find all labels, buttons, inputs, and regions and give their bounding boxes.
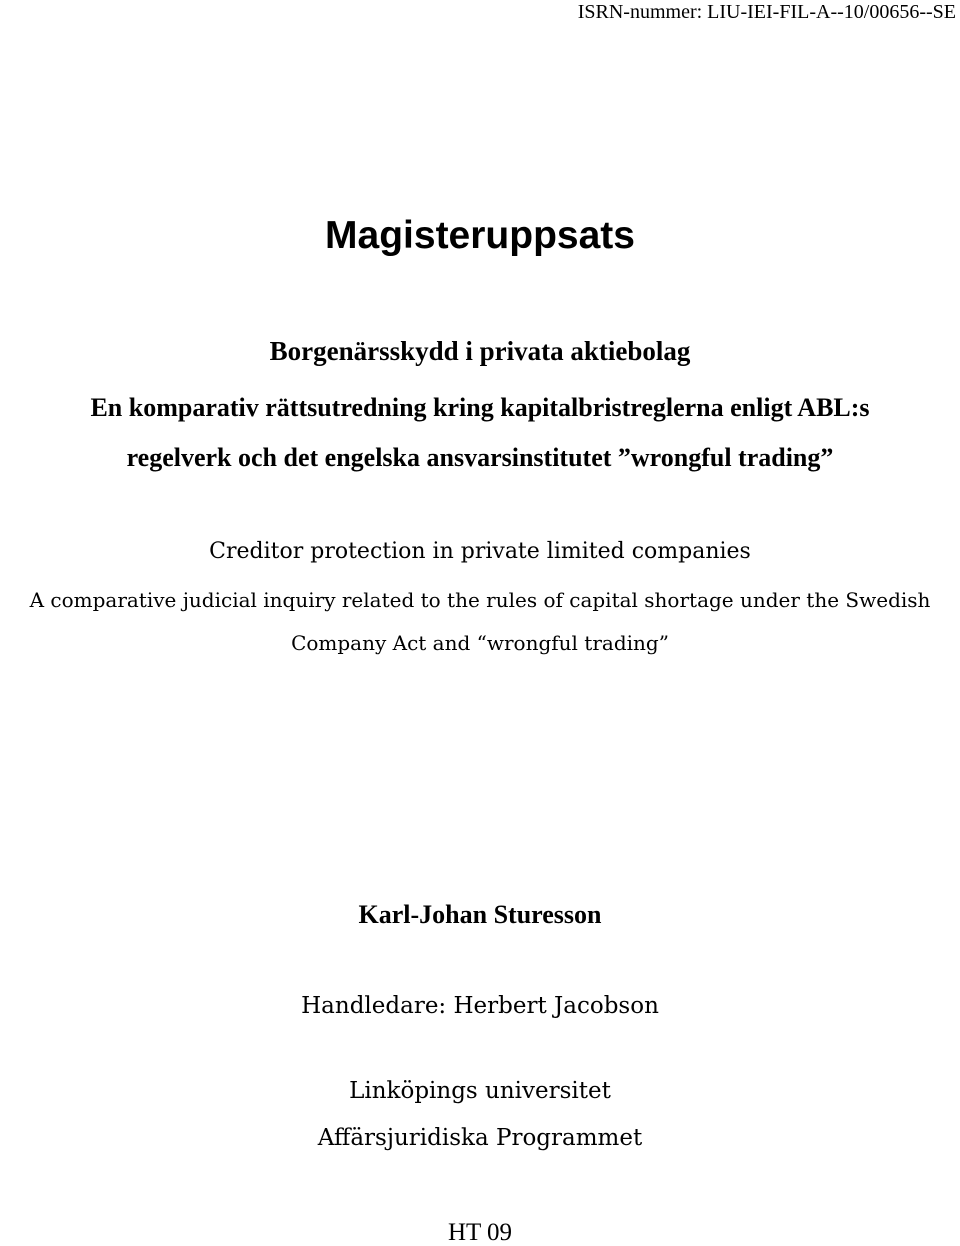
university: Linköpings universitet [349, 1078, 611, 1104]
term: HT 09 [447, 1219, 513, 1246]
document-type-title: Magisteruppsats [325, 214, 635, 257]
swedish-subtitle-line-1: En komparativ rättsutredning kring kapitalbristreglerna enligt ABL:s [90, 393, 870, 422]
swedish-subtitle-line-2: regelverk och det engelska ansvarsinstitutet ”wrongful trading” [126, 443, 834, 472]
english-subtitle-line-2: Company Act and “wrongful trading” [291, 631, 669, 655]
isrn-number: ISRN-nummer: LIU-IEI-FIL-A--10/00656--SE [577, 1, 956, 23]
english-subtitle-line-1: A comparative judicial inquiry related to the rules of capital shortage under the Swedish [29, 588, 931, 612]
author-name: Karl-Johan Sturesson [358, 900, 602, 929]
supervisor: Handledare: Herbert Jacobson [301, 993, 659, 1019]
swedish-title: Borgenärsskydd i privata aktiebolag [269, 336, 691, 366]
program-name: Affärsjuridiska Programmet [317, 1125, 643, 1151]
english-title: Creditor protection in private limited companies [209, 539, 751, 564]
